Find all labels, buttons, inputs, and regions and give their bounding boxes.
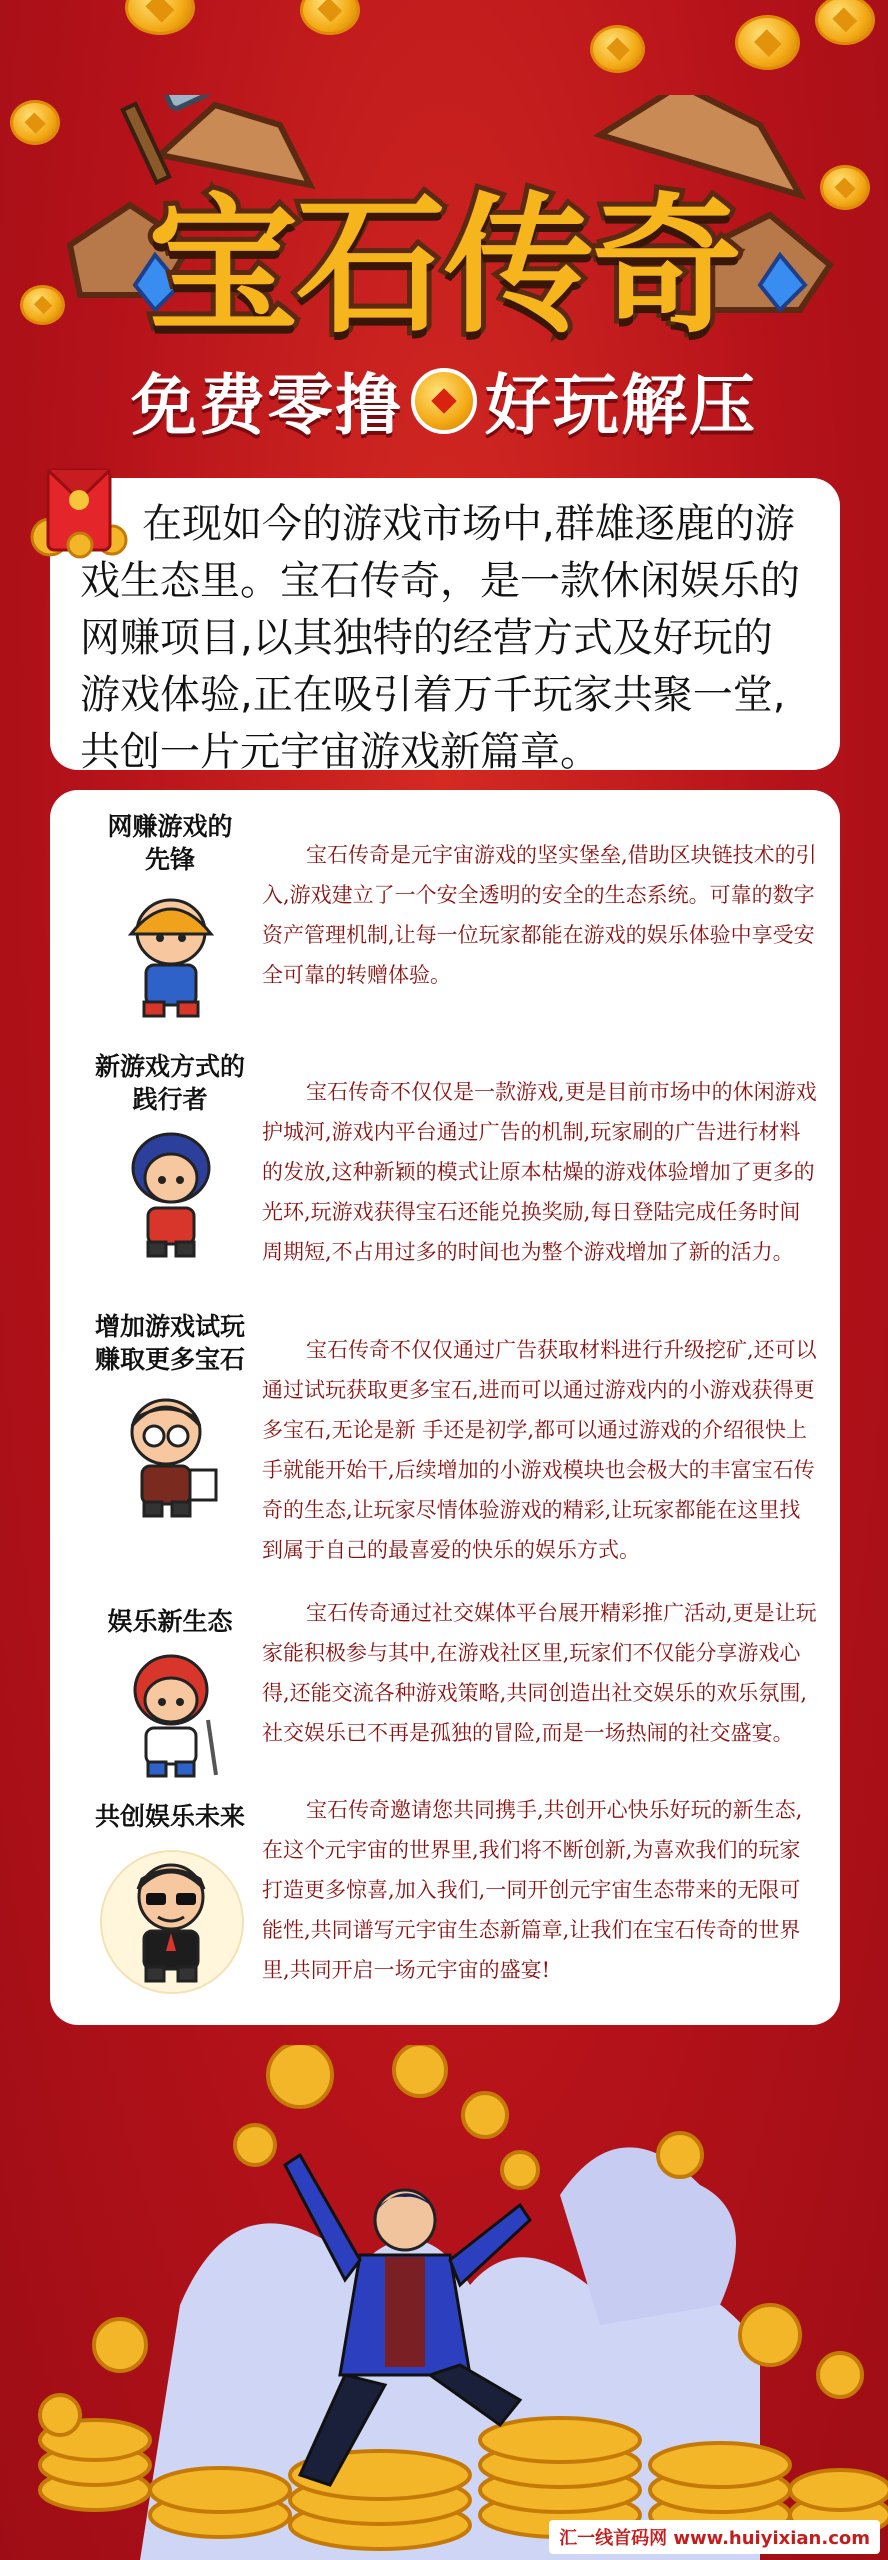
intro-text: 在现如今的游戏市场中,群雄逐鹿的游戏生态里。宝石传奇，是一款休闲娱乐的网赚项目,以其独特的经营方式及好玩的游戏体验,正在吸引着万千玩家共聚一堂,共创一片元宇宙游戏新篇章。	[80, 501, 800, 775]
gold-coin-icon	[735, 15, 800, 70]
slogan	[0, 352, 888, 447]
feature-title: 共创娱乐未来	[94, 1802, 245, 1831]
watermark: 汇一线首码网 www.huiyixian.com	[549, 2520, 880, 2554]
glasses-scholar-icon	[116, 1390, 226, 1520]
feature-text: 宝石传奇通过社交媒体平台展开精彩推广活动,更是让玩家能积极参与其中,在游戏社区里,玩家们不仅能分享游戏心得,还能交流各种游戏策略,共同创造出社交娱乐的欢乐氛围,社交娱乐已不再是孤独的冒险,而是一场热闹的社交盛宴。	[262, 1601, 817, 1745]
coin-pile-illustration	[0, 2045, 888, 2560]
rocket-kid-icon	[116, 1130, 226, 1260]
feature-section	[50, 810, 840, 1030]
feature-text: 宝石传奇不仅仅是一款游戏,更是目前市场中的休闲游戏护城河,游戏内平台通过广告的机制,玩家刷的广告进行材料的发放,这种新颖的模式让原本枯燥的游戏体验增加了更多的光环,玩游戏获得宝石还能兑换奖励,每日登陆完成任务时间周期短,不占用过多的时间也为整个游戏增加了新的活力。	[262, 1080, 817, 1264]
feature-title: 娱乐新生态	[107, 1607, 233, 1636]
slogan-right: 好玩解压	[485, 367, 757, 444]
sunglasses-boss-icon	[116, 1855, 226, 1985]
gold-coin-icon	[300, 0, 360, 35]
red-envelope-icon	[20, 445, 140, 565]
feature-text: 宝石传奇不仅仅通过广告获取材料进行升级挖矿,还可以通过试玩获取更多宝石,进而可以通过游戏内的小游戏获得更多宝石,无论是新 手还是初学,都可以通过游戏的介绍很快上手就能开始干,后续增加的小游戏模块也会极大的丰富宝石传奇的生态,让玩家尽情体验游戏的精彩,让玩家都能在这里找到属于自己的最喜爱的快乐的娱乐方式。	[262, 1338, 817, 1562]
gold-coin-icon	[590, 25, 645, 73]
coin-icon	[411, 368, 477, 434]
gold-coin-icon	[125, 0, 195, 35]
feature-section	[50, 1050, 840, 1300]
feature-card	[50, 790, 840, 2025]
feature-text: 宝石传奇是元宇宙游戏的坚实堡垒,借助区块链技术的引入,游戏建立了一个安全透明的安全的生态系统。可靠的数字资产管理机制,让每一位玩家都能在游戏的娱乐体验中享受安全可靠的转赠体验。	[262, 843, 817, 987]
feature-title: 新游戏方式的 践行者	[94, 1052, 245, 1114]
feature-section	[50, 1310, 840, 1590]
feature-text: 宝石传奇邀请您共同携手,共创开心快乐好玩的新生态,在这个元宇宙的世界里,我们将不断创新,为喜欢我们的玩家打造更多惊喜,加入我们,一同开创元宇宙生态带来的无限可能性,共同谱写元宇宙生态新篇章,让我们在宝石传奇的世界里,共同开启一场元宇宙的盛宴!	[262, 1798, 803, 1982]
boy-with-cap-icon	[116, 890, 226, 1020]
intro-box	[50, 478, 840, 775]
feature-section	[50, 1800, 840, 2020]
feature-title: 增加游戏试玩 赚取更多宝石	[94, 1312, 245, 1374]
feature-title: 网赚游戏的 先锋	[107, 812, 233, 874]
logo-title: 宝石传奇	[147, 180, 740, 354]
game-logo	[40, 95, 848, 354]
skier-kid-icon	[116, 1650, 226, 1780]
gold-coin-icon	[815, 0, 875, 45]
slogan-left: 免费零撸	[131, 367, 403, 444]
